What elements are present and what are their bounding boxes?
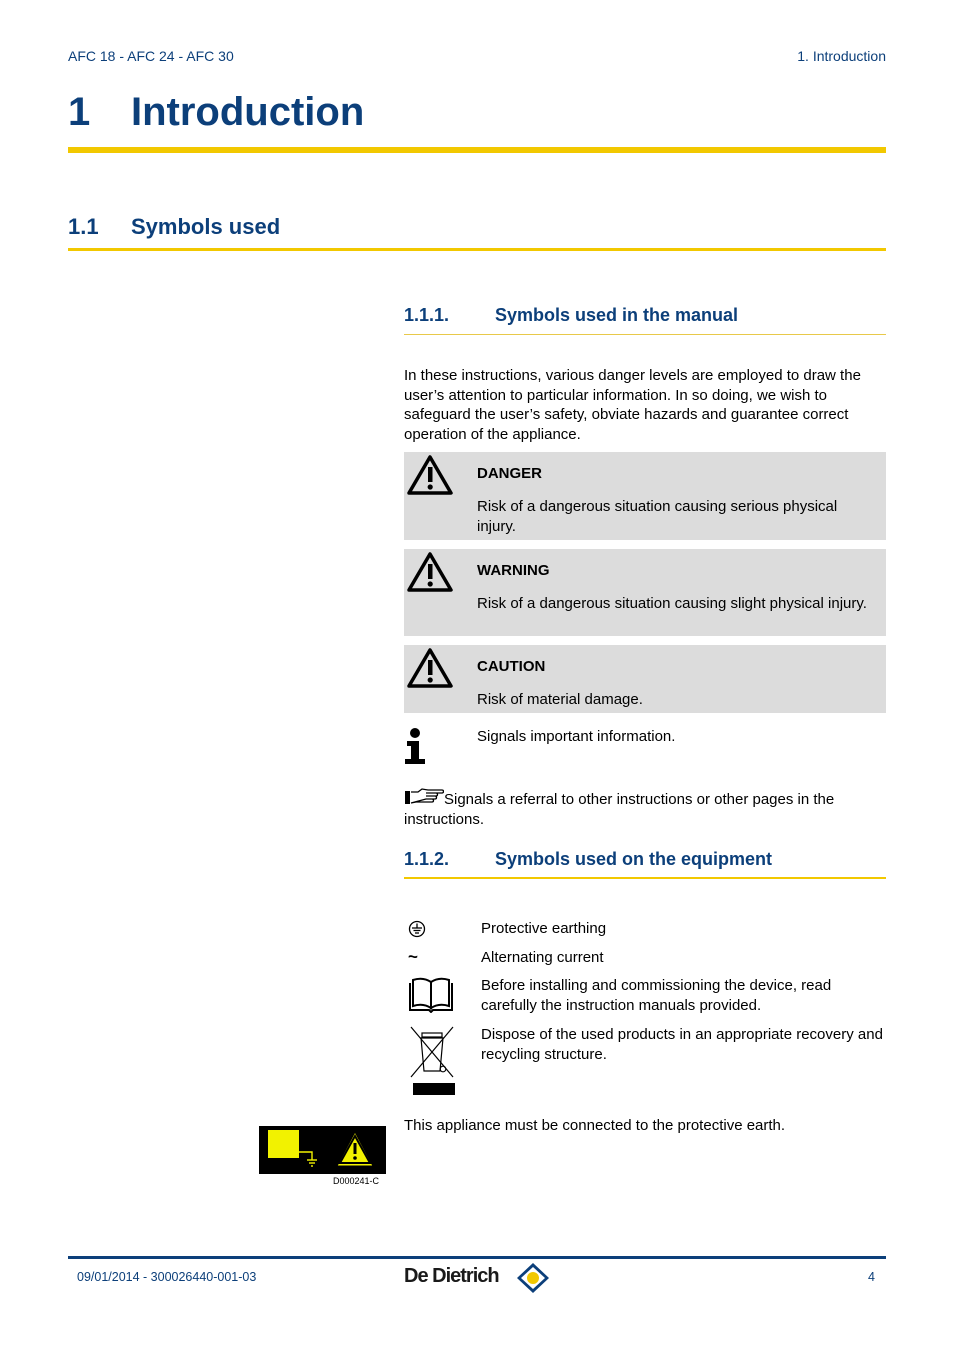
chapter-number: 1 bbox=[68, 90, 91, 134]
danger-label: DANGER bbox=[477, 465, 543, 482]
equipment-symbol-row bbox=[404, 919, 886, 941]
header-document-ref: AFC 18 - AFC 24 - AFC 30 bbox=[68, 48, 234, 64]
footer-rule bbox=[68, 1256, 886, 1259]
subsection-2-rule bbox=[404, 877, 886, 879]
earth-icon bbox=[408, 920, 426, 938]
danger-box bbox=[404, 452, 886, 540]
referral-text: Signals a referral to other instructions or other pages in the instructions. bbox=[404, 791, 835, 828]
equipment-symbol-row bbox=[404, 948, 886, 970]
subsection-1-number: 1.1.1. bbox=[404, 305, 450, 325]
intro-paragraph: In these instructions, various danger levels are employed to draw the user’s attention to particular information. In so doing, we wish to safeguard the user’s safety, obviate hazards and guarantee correct operation of the appliance. bbox=[404, 367, 861, 443]
subsection-1-rule bbox=[404, 334, 886, 335]
equipment-symbol-text: Before installing and commissioning the device, read carefully the instruction manuals provided. bbox=[481, 977, 832, 1014]
warning-text: Risk of a dangerous situation causing slight physical injury. bbox=[477, 595, 867, 612]
warning-box bbox=[404, 549, 886, 636]
section-number: 1.1 bbox=[68, 214, 99, 239]
brand-name: De Dietrich bbox=[404, 1265, 499, 1287]
book-icon bbox=[407, 977, 455, 1013]
equipment-symbol-row bbox=[404, 1025, 886, 1097]
chapter-rule bbox=[68, 147, 886, 153]
earth-warning-label bbox=[259, 1126, 386, 1174]
chapter-title: Introduction bbox=[131, 90, 365, 134]
subsection-1-title: Symbols used in the manual bbox=[495, 305, 739, 325]
info-icon bbox=[404, 727, 428, 765]
danger-text: Risk of a dangerous situation causing serious physical injury. bbox=[477, 498, 838, 535]
warning-triangle-icon bbox=[406, 551, 454, 593]
subsection-2-title: Symbols used on the equipment bbox=[495, 849, 773, 869]
info-text: Signals important information. bbox=[477, 728, 676, 745]
figure-code: D000241-C bbox=[333, 1176, 380, 1186]
caution-box bbox=[404, 645, 886, 713]
brand-diamond-icon bbox=[516, 1262, 550, 1294]
crossed-bin-icon bbox=[407, 1025, 455, 1097]
footer-doc-ref: 09/01/2014 - 300026440-001-03 bbox=[77, 1270, 257, 1284]
referral-paragraph bbox=[404, 788, 888, 829]
warning-triangle-icon bbox=[406, 454, 454, 496]
equipment-symbol-text: Dispose of the used products in an appropriate recovery and recycling structure. bbox=[481, 1026, 883, 1063]
equipment-symbol-text: Protective earthing bbox=[481, 920, 607, 937]
caution-text: Risk of material damage. bbox=[477, 691, 643, 708]
caution-label: CAUTION bbox=[477, 658, 546, 675]
section-title: Symbols used bbox=[131, 214, 281, 239]
subsection-2-number: 1.1.2. bbox=[404, 849, 450, 869]
alternating-current-icon: ~ bbox=[408, 947, 418, 966]
equipment-symbol-row bbox=[404, 976, 886, 1020]
warning-label: WARNING bbox=[477, 562, 550, 579]
equipment-symbol-text: Alternating current bbox=[481, 949, 604, 966]
page-number: 4 bbox=[868, 1270, 875, 1284]
earth-note: This appliance must be connected to the protective earth. bbox=[404, 1117, 786, 1134]
earth-label-graphic bbox=[259, 1126, 386, 1174]
pointing-hand-icon bbox=[404, 788, 444, 806]
section-rule bbox=[68, 248, 886, 251]
warning-triangle-icon bbox=[406, 647, 454, 689]
header-section-ref: 1. Introduction bbox=[797, 48, 886, 64]
